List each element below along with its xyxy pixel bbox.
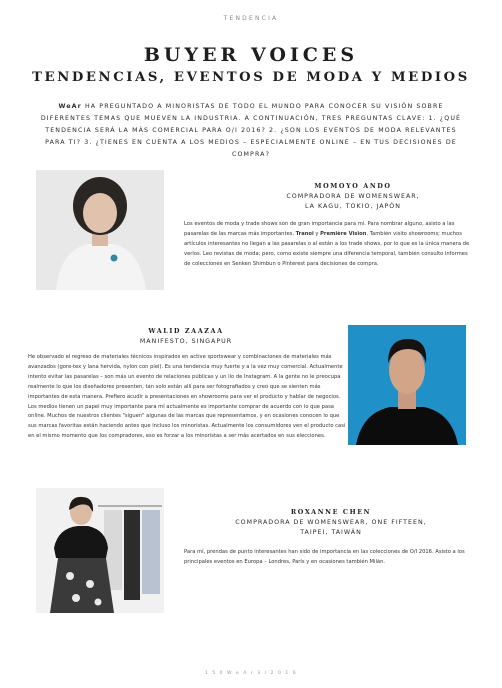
roxanne-chen-photo xyxy=(36,488,164,613)
page-footer: 1 5 0 W e A r 3 / 2 0 1 6 xyxy=(204,671,298,676)
page-title: BUYER VOICES xyxy=(143,44,359,66)
voice-1-role-line1: COMPRADORA DE WOMENSWEAR, xyxy=(286,193,420,200)
section-tag: TENDENCIA xyxy=(223,15,279,22)
walid-zaazaa-photo xyxy=(348,325,466,445)
voice-3-name: ROXANNE CHEN xyxy=(290,508,372,516)
voice-2-name: WALID ZAAZAA xyxy=(148,327,224,335)
voice-1-role-line2: LA KAGU, TOKIO, JAPÓN xyxy=(305,203,401,210)
momoyo-ando-photo xyxy=(36,170,164,290)
voice-3-answer: Para mí, prendas de punto interesantes han sido de importancia en las colecciones de O/I 2016. Asisto a los principales eventos en Europa – Londres, París y en ocasiones también Milán. xyxy=(184,549,465,565)
voice-3-role-line1: COMPRADORA DE WOMENSWEAR, ONE FIFTEEN, xyxy=(235,519,427,526)
intro-brand: WeAr xyxy=(58,103,82,110)
voice-3-role-line2: TAIPEI, TAIWÁN xyxy=(300,529,362,536)
page-subtitle: TENDENCIAS, EVENTOS DE MODA Y MEDIOS xyxy=(32,70,470,85)
intro-text: HA PREGUNTADO A MINORISTAS DE TODO EL MUNDO PARA CONOCER SU VISIÓN SOBRE DIFERENTES TEMAS QUE MUEVEN LA INDUSTRIA. A CONTINUACIÓN, TRES PREGUNTAS CLAVE: 1. ¿QUÉ TENDENCIA SERÁ LA MÁS COMERCIAL PARA O/I 2016? 2. ¿SON LOS EVENTOS DE MODA RELEVANTES PARA TI? 3. ¿TIENES EN CUENTA A LOS MEDIOS – ESPECIALMENTE ONLINE – EN TUS DECISIONES DE COMPRA? xyxy=(40,103,462,158)
voice-1-answer: Los eventos de moda y trade shows son de gran importancia para mí. Para nombrar alguno, asisto a las pasarelas de las marcas más importantes, Tranoi y Première Vision. También visito showrooms; muchos artículos interesantes no llegan a las pasarelas o al están a los trade shows, por lo que es la única manera de verlos. Leo revistas de moda; pero, como existe siempre una diferencia temporal, también consulto informes de colecciones en Senken Shimbun o Pinterest para decisiones de compra. xyxy=(184,221,470,267)
voice-2-answer: He observado el regreso de materiales técnicos inspirados en active sportswear y combinaciones de materiales más avanzados (gore-tex y lana hervida, nylon con piel). Es una tendencia muy fuerte y a la vez muy comercial. Actualmente intento evitar las pasarelas – son más un evento de relaciones públicas y un lío de Instagram. A la gente no le preocupa realmente lo que los diseñadores presenten, tan solo están allí para ser fotografiados y creo que se sienten más importantes de esta manera. Prefiero acudir a presentaciones en showrooms para ver el producto y hablar de negocios. Los medios tienen un papel muy importante para mí actualmente es importante comprar de acuerdo con lo que pasa online. Muchos de nuestros clientes "siguen" algunas de las marcas que representamos, y en ocasiones conocen lo que sus marcas favoritas están haciendo antes que incluso los minoristas. Actualmente los consumidores ven el producto casi en el mismo momento que los compradores, eso es forzar a los minoristas a ser más acertados en sus elecciones. xyxy=(28,354,346,440)
voice-2-role-line1: MANIFESTO, SINGAPUR xyxy=(139,338,233,345)
intro-paragraph xyxy=(36,101,466,161)
voice-1-name: MOMOYO ANDO xyxy=(314,182,392,190)
